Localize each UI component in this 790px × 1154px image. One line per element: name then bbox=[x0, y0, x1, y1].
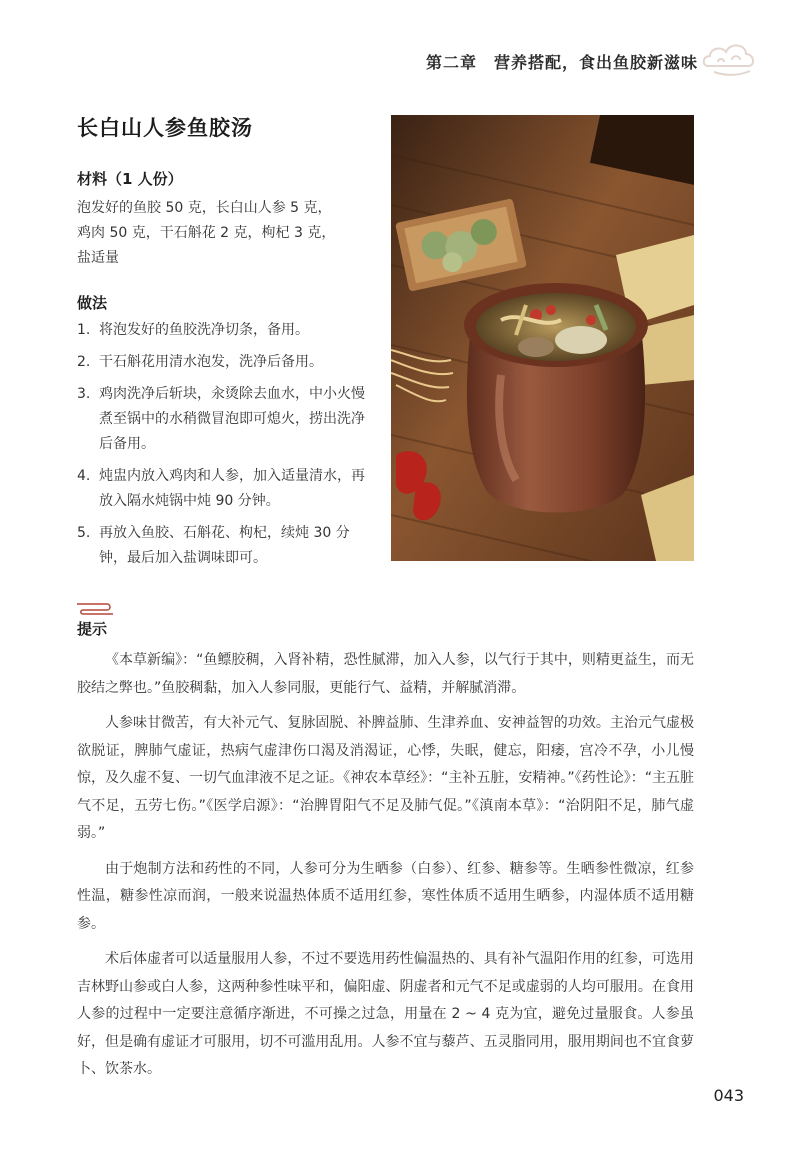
step-number: 1. bbox=[77, 322, 91, 338]
tips-label: 提示 bbox=[77, 620, 108, 638]
tips-body bbox=[77, 647, 694, 1092]
method-step bbox=[77, 382, 377, 457]
ingredients-text bbox=[77, 196, 377, 271]
method-steps bbox=[77, 318, 377, 578]
tips-paragraph: 《本草新编》：“鱼鳔胶稠，入肾补精，恐性腻滞，加入人参，以气行于其中，则精更益生，而无胶结之弊也。”鱼胶稠黏，加入人参同服，更能行气、益精，并解腻消滞。 bbox=[77, 652, 694, 696]
method-label: 做法 bbox=[77, 294, 108, 312]
tips-paragraph: 由于炮制方法和药性的不同，人参可分为生晒参（白参）、红参、糖参等。生晒参性微凉，红参性温，糖参性凉而润，一般来说温热体质不适用红参，寒性体质不适用生晒参，内湿体质不适用糖参。 bbox=[77, 860, 694, 932]
ingredients-line: 鸡肉 50 克，干石斛花 2 克，枸杞 3 克， bbox=[77, 225, 336, 241]
method-step bbox=[77, 464, 377, 514]
step-number: 4. bbox=[77, 468, 91, 484]
step-text: 将泡发好的鱼胶洗净切条，备用。 bbox=[99, 322, 309, 338]
ingredients-label: 材料（1 人份） bbox=[77, 170, 183, 188]
tips-paragraph: 术后体虚者可以适量服用人参，不过不要选用药性偏温热的、具有补气温阳作用的红参，可选用吉林野山参或白人参，这两种参性味平和，偏阳虚、阴虚者和元气不足或虚弱的人均可服用。在食用人参的过程中一定要注意循序渐进，不可操之过急，用量在 2 ~ 4 克为宜，避免过量服食。人参虽好，但是确有虚证才可服用，切不可滥用乱用。人参不宜与藜芦、五灵脂同用，服用期间也不宜食萝卜、饮茶水。 bbox=[77, 951, 694, 1077]
recipe-title: 长白山人参鱼胶汤 bbox=[77, 116, 253, 140]
step-text: 炖盅内放入鸡肉和人参，加入适量清水，再放入隔水炖锅中炖 90 分钟。 bbox=[99, 468, 365, 509]
step-number: 3. bbox=[77, 386, 91, 402]
page-number: 043 bbox=[713, 1086, 744, 1105]
soup-pot-illustration bbox=[391, 115, 694, 561]
step-number: 2. bbox=[77, 354, 91, 370]
step-text: 鸡肉洗净后斩块，汆烫除去血水，中小火慢煮至锅中的水稍微冒泡即可熄火，捞出洗净后备用。 bbox=[99, 386, 365, 452]
method-step bbox=[77, 521, 377, 571]
soup-photo bbox=[391, 115, 694, 561]
ingredients-line: 泡发好的鱼胶 50 克，长白山人参 5 克， bbox=[77, 200, 332, 216]
step-text: 干石斛花用清水泡发，洗净后备用。 bbox=[99, 354, 323, 370]
method-step bbox=[77, 318, 377, 343]
tips-ornament-icon bbox=[77, 600, 113, 616]
tips-paragraph: 人参味甘微苦，有大补元气、复脉固脱、补脾益肺、生津养血、安神益智的功效。主治元气虚极欲脱证，脾肺气虚证，热病气虚津伤口渴及消渴证，心悸，失眠，健忘，阳痿，宫冷不孕，小儿慢惊，及久虚不复、一切气血津液不足之证。《神农本草经》：“主补五脏，安精神。”《药性论》：“主五脏气不足，五劳七伤。”《医学启源》：“治脾胃阳气不足及肺气促。”《滇南本草》：“治阴阳不足，肺气虚弱。” bbox=[77, 715, 694, 841]
cloud-ornament-icon bbox=[700, 36, 760, 80]
ingredients-line: 盐适量 bbox=[77, 250, 119, 266]
step-number: 5. bbox=[77, 525, 91, 541]
chapter-header: 第二章 营养搭配，食出鱼胶新滋味 bbox=[425, 53, 698, 72]
step-text: 再放入鱼胶、石斛花、枸杞，续炖 30 分钟，最后加入盐调味即可。 bbox=[99, 525, 350, 566]
method-step bbox=[77, 350, 377, 375]
